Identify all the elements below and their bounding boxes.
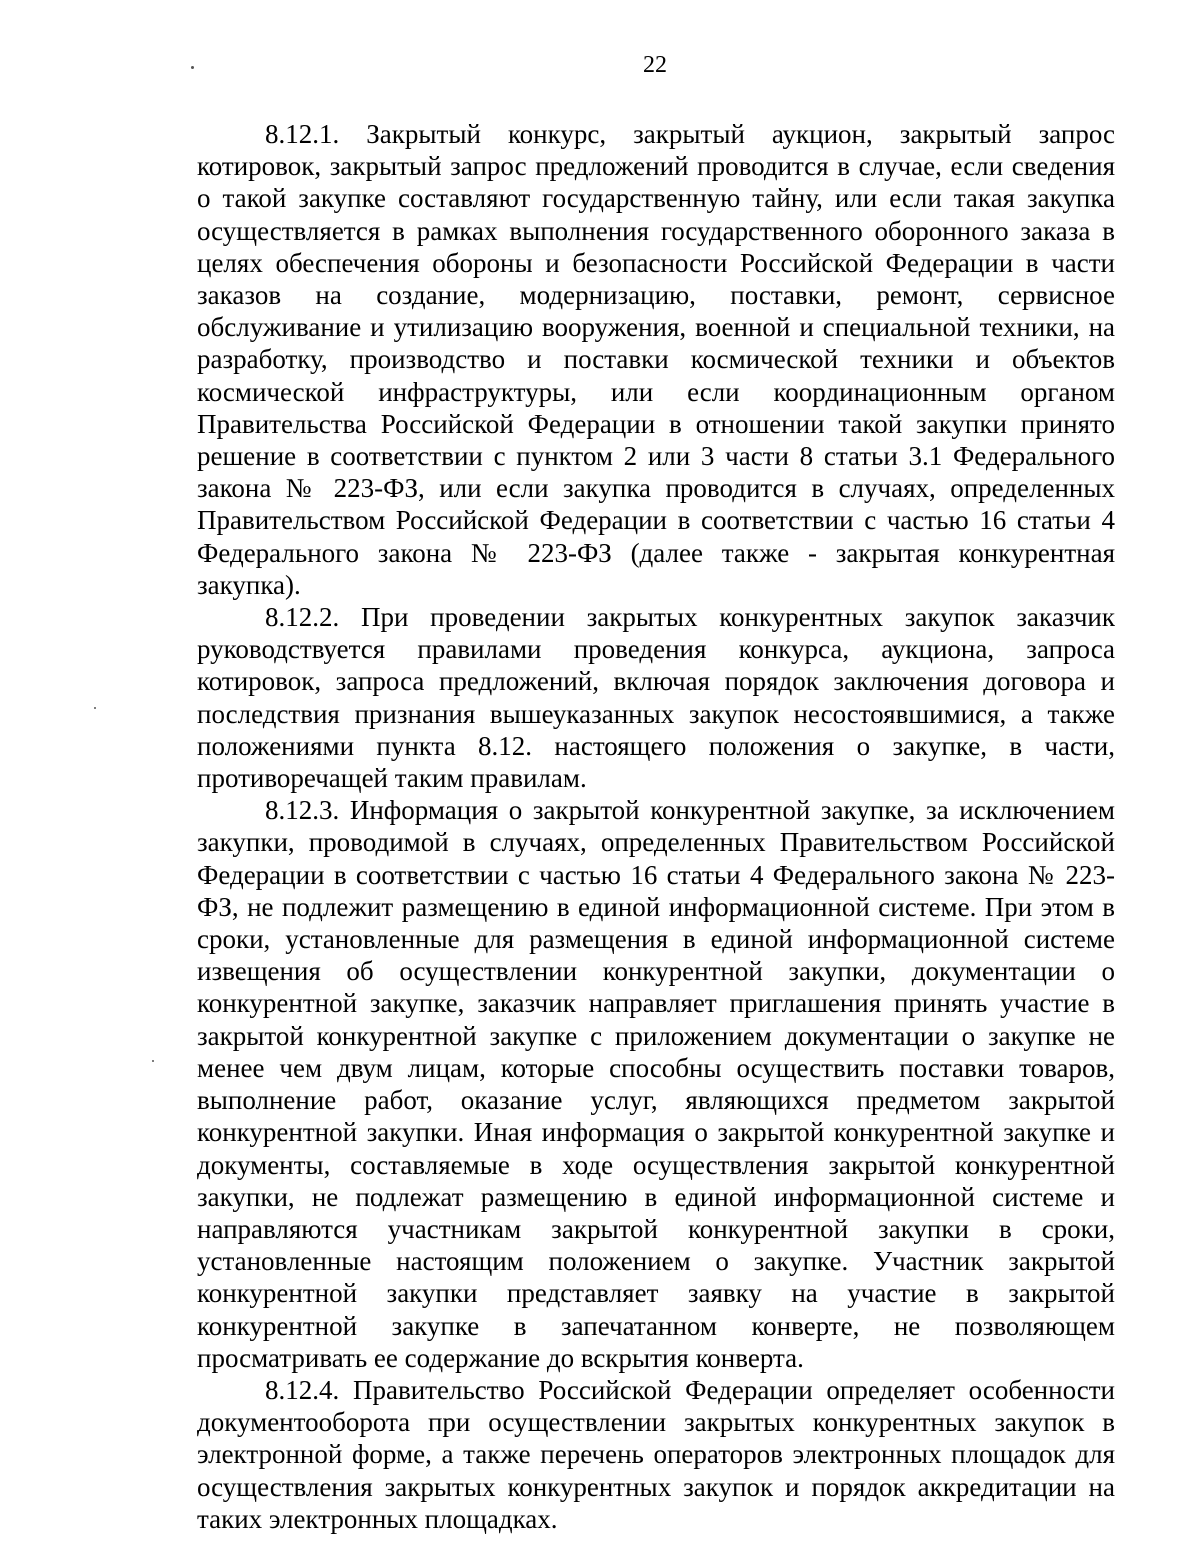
document-body xyxy=(197,118,1115,1535)
paragraph-8-12-4: 8.12.4. Правительство Российской Федерации определяет особенности документооборота при осуществлении закрытых конкурентных закупок в электронной форме, а также перечень операторов электронных площадок для осуществления закрытых конкурентных закупок и порядок аккредитации на таких электронных площадках. xyxy=(197,1374,1115,1534)
scan-speck xyxy=(94,707,96,709)
page-number: 22 xyxy=(643,52,667,78)
paragraph-8-12-2: 8.12.2. При проведении закрытых конкурентных закупок заказчик руководствуется правилами проведения конкурса, аукциона, запроса котировок, запроса предложений, включая порядок заключения договора и последствия признания вышеуказанных закупок несостоявшимися, а также положениями пункта 8.12. настоящего положения о закупке, в части, противоречащей таким правилам. xyxy=(197,602,1115,794)
paragraph-8-12-3: 8.12.3. Информация о закрытой конкурентной закупке, за исключением закупки, проводимой в случаях, определенных Правительством Российской Федерации в соответствии с частью 16 статьи 4 Федерального закона № 223-ФЗ, не подлежит размещению в единой информационной системе. При этом в сроки, установленные для размещения в единой информационной системе извещения об осуществлении конкурентной закупки, документации о конкурентной закупке, заказчик направляет приглашения принять участие в закрытой конкурентной закупке с приложением документации о закупке не менее чем двум лицам, которые способны осуществить поставки товаров, выполнение работ, оказание услуг, являющихся предметом закрытой конкурентной закупки. Иная информация о закрытой конкурентной закупке и документы, составляемые в ходе осуществления закрытой конкурентной закупки, не подлежат размещению в единой информационной системе и направляются участникам закрытой конкурентной закупки в сроки, установленные настоящим положением о закупке. Участник закрытой конкурентной закупки представляет заявку на участие в закрытой конкурентной закупке в запечатанном конверте, не позволяющем просматривать ее содержание до вскрытия конверта. xyxy=(197,795,1115,1373)
scan-speck xyxy=(191,66,194,69)
scan-speck xyxy=(152,1060,154,1062)
paragraph-8-12-1: 8.12.1. Закрытый конкурс, закрытый аукцион, закрытый запрос котировок, закрытый запрос предложений проводится в случае, если сведения о такой закупке составляют государственную тайну, или если такая закупка осуществляется в рамках выполнения государственного оборонного заказа в целях обеспечения обороны и безопасности Российской Федерации в части заказов на создание, модернизацию, поставки, ремонт, сервисное обслуживание и утилизацию вооружения, военной и специальной техники, на разработку, производство и поставки космической техники и объектов космической инфраструктуры, или если координационным органом Правительства Российской Федерации в отношении такой закупки принято решение в соответствии с пунктом 2 или 3 части 8 статьи 3.1 Федерального закона № 223-ФЗ, или если закупка проводится в случаях, определенных Правительством Российской Федерации в соответствии с частью 16 статьи 4 Федерального закона № 223-ФЗ (далее также - закрытая конкурентная закупка). xyxy=(197,119,1115,600)
